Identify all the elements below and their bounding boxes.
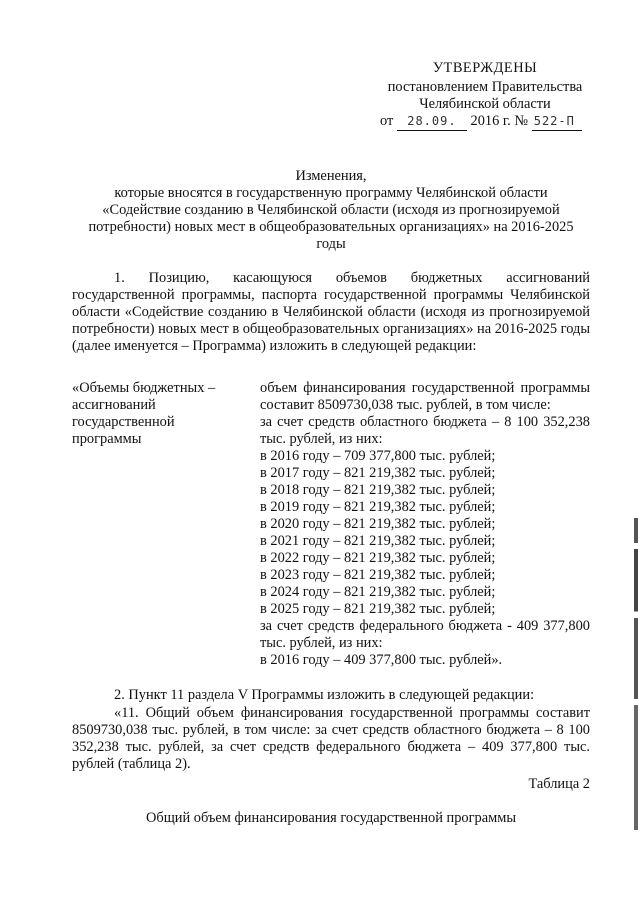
regional-intro: за счет средств областного бюджета – 8 100 352,238 тыс. рублей, из них: — [260, 414, 590, 447]
approval-line-2: Челябинской области — [419, 96, 551, 112]
regional-year-2018: в 2018 году – 821 219,382 тыс. рублей; — [260, 482, 496, 498]
handwritten-number: 522-П — [532, 113, 582, 131]
table-label: Таблица 2 — [528, 776, 590, 792]
item-3-paragraph: «11. Общий объем финансирования государственной программы составит 8509730,038 тыс. рублей, в том числе: за счет средств областного бюджета – 8 100 352,238 тыс. рублей, за счет средств федерального бюджета – 409 377,800 тыс. рублей (таблица 2). — [72, 705, 590, 772]
regional-year-2019: в 2019 году – 821 219,382 тыс. рублей; — [260, 499, 496, 515]
approval-year: 2016 г. № — [470, 113, 529, 129]
handwritten-date: 28.09. — [397, 113, 467, 131]
item-2-paragraph: 2. Пункт 11 раздела V Программы изложить в следующей редакции: — [114, 687, 535, 703]
approval-date-line — [380, 113, 590, 131]
approval-from: от — [380, 113, 394, 129]
item-1-paragraph: 1. Позицию, касающуюся объемов бюджетных ассигнований государственной программы, паспорта государственной программы Челябинской области «Содействие созданию в Челябинской области (исходя из прогнозируемой потребности) новых мест в общеобразовательных организациях» на 2016-2025 годы (далее именуется – Программа) изложить в следующей редакции: — [72, 270, 590, 354]
regional-year-2025: в 2025 году – 821 219,382 тыс. рублей; — [260, 601, 496, 617]
heading-line-3: «Содействие созданию в Челябинской области (исходя из прогнозируемой — [102, 202, 560, 218]
table-caption: Общий объем финансирования государственной программы — [145, 810, 516, 826]
approval-line-1: постановлением Правительства — [387, 79, 583, 95]
regional-year-2020: в 2020 году – 821 219,382 тыс. рублей; — [260, 516, 496, 532]
document-heading — [72, 168, 590, 253]
approval-stamp — [380, 60, 590, 131]
passport-right-cell — [260, 380, 590, 669]
heading-line-2: которые вносятся в государственную программу Челябинской области — [114, 185, 548, 201]
regional-year-2017: в 2017 году – 821 219,382 тыс. рублей; — [260, 465, 496, 481]
federal-year-2016: в 2016 году – 409 377,800 тыс. рублей». — [260, 652, 503, 668]
heading-line-1: Изменения, — [295, 168, 367, 184]
regional-year-2023: в 2023 году – 821 219,382 тыс. рублей; — [260, 567, 496, 583]
regional-year-2016: в 2016 году – 709 377,800 тыс. рублей; — [260, 448, 496, 464]
approval-title: УТВЕРЖДЕНЫ — [432, 60, 538, 76]
regional-year-2024: в 2024 году – 821 219,382 тыс. рублей; — [260, 584, 496, 600]
passport-left-cell: «Объемы бюджетных – ассигнований государственной программы — [72, 380, 216, 447]
passport-intro: объем финансирования государственной программы составит 8509730,038 тыс. рублей, в том числе: — [260, 380, 590, 413]
heading-line-5: годы — [316, 236, 346, 252]
regional-year-2022: в 2022 году – 821 219,382 тыс. рублей; — [260, 550, 496, 566]
federal-intro: за счет средств федерального бюджета - 409 377,800 тыс. рублей, из них: — [260, 618, 590, 651]
regional-year-2021: в 2021 году – 821 219,382 тыс. рублей; — [260, 533, 496, 549]
scan-edge-mark — [634, 518, 638, 830]
heading-line-4: потребности) новых мест в общеобразовательных организациях» на 2016-2025 — [88, 219, 574, 235]
